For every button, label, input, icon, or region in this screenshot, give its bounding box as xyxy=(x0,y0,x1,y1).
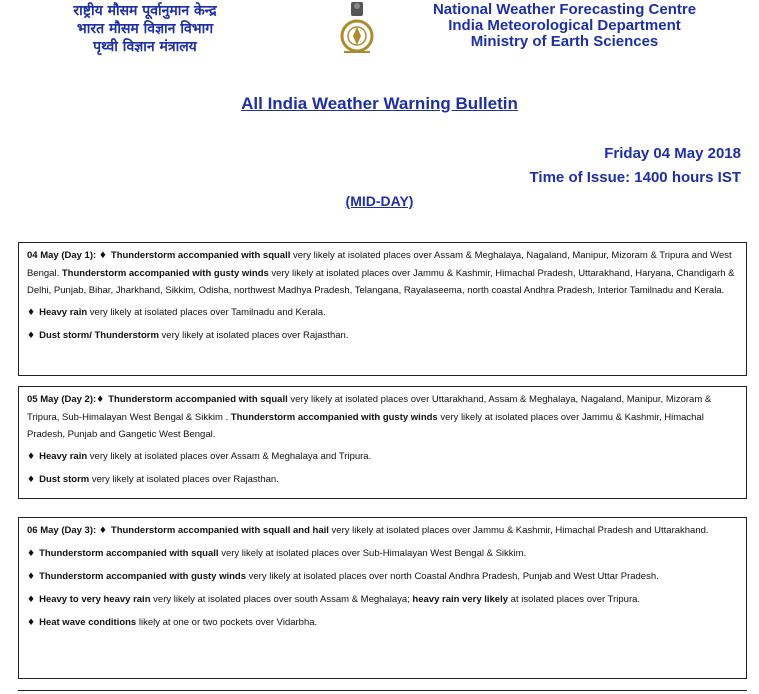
day-2-warning-box xyxy=(18,386,747,499)
imd-emblem-icon xyxy=(332,0,382,58)
warning-phenomenon: Dust storm xyxy=(39,474,90,485)
warning-text: very likely at isolated places over Tamilnadu and Kerala. xyxy=(87,307,326,318)
warning-text: very likely at isolated places over Jammu & Kashmir, Himachal Pradesh and Uttarakhand. xyxy=(328,525,709,536)
next-box-edge xyxy=(18,690,747,691)
warning-phenomenon: Thunderstorm accompanied with gusty winds xyxy=(61,268,269,279)
english-line: India Meteorological Department xyxy=(448,17,681,34)
warning-phenomenon: Thunderstorm accompanied with squall xyxy=(39,548,219,559)
day-label: 04 May (Day 1): xyxy=(27,250,99,261)
bullet-diamond-icon: ♦ xyxy=(27,452,36,462)
warning-paragraph xyxy=(27,448,738,466)
warning-text: very likely at isolated places over Sub-Himalayan West Bengal & Sikkim. xyxy=(218,548,527,559)
warning-text: likely at one or two pockets over Vidarbha. xyxy=(136,617,318,628)
bullet-diamond-icon: ♦ xyxy=(27,331,36,341)
bullet-diamond-icon: ♦ xyxy=(27,308,36,318)
warning-paragraph xyxy=(27,614,738,632)
warning-text: very likely at isolated places over Jammu & Kashmir, Himachal Pradesh, Punjab and Gangetic West Bengal. xyxy=(27,412,704,440)
bullet-diamond-icon: ♦ xyxy=(96,395,105,405)
warning-paragraph xyxy=(27,568,738,586)
bullet-diamond-icon: ♦ xyxy=(27,549,36,559)
warning-paragraph xyxy=(27,304,738,322)
hindi-header xyxy=(40,2,250,56)
bullet-diamond-icon: ♦ xyxy=(98,526,107,536)
warning-phenomenon: Dust storm/ Thunderstorm xyxy=(39,330,159,341)
day-label: 05 May (Day 2): xyxy=(27,394,97,405)
bulletin-title: All India Weather Warning Bulletin xyxy=(241,94,518,113)
time-of-issue: Time of Issue: 1400 hours IST xyxy=(529,169,741,186)
warning-phenomenon: Heavy to very heavy rain xyxy=(39,594,151,605)
warning-text: very likely at isolated places over Assam & Meghalaya and Tripura. xyxy=(87,451,372,462)
warning-phenomenon: Thunderstorm accompanied with squall xyxy=(110,250,291,261)
warning-text: very likely at isolated places over Rajasthan. xyxy=(158,330,349,341)
warning-text: very likely at isolated places over north Coastal Andhra Pradesh, Punjab and West Uttar Pradesh. xyxy=(246,571,659,582)
bullet-diamond-icon: ♦ xyxy=(27,475,36,485)
warning-phenomenon: Thunderstorm accompanied with squall and hail xyxy=(110,525,329,536)
bullet-diamond-icon: ♦ xyxy=(27,618,36,628)
warning-paragraph xyxy=(27,591,738,609)
warning-paragraph xyxy=(27,545,738,563)
warning-text: very likely at isolated places over Uttarakhand, Assam & Meghalaya, Nagaland, Manipur, Mizoram & Tripura, Sub-Himalayan West Bengal & Sikkim . xyxy=(27,394,712,423)
warning-paragraph xyxy=(27,327,738,345)
bullet-diamond-icon: ♦ xyxy=(98,251,107,261)
bullet-diamond-icon: ♦ xyxy=(27,595,36,605)
warning-phenomenon: Thunderstorm accompanied with gusty winds xyxy=(230,412,438,423)
warning-phenomenon: Heavy rain xyxy=(39,451,88,462)
warning-paragraph xyxy=(27,522,738,540)
day-label: 06 May (Day 3): xyxy=(27,525,99,536)
warning-phenomenon: Heavy rain xyxy=(39,307,88,318)
day-1-warning-box xyxy=(18,242,747,376)
day-3-warning-box xyxy=(18,517,747,679)
english-line: National Weather Forecasting Centre xyxy=(432,1,697,18)
bullet-diamond-icon: ♦ xyxy=(27,572,36,582)
hindi-line: पृथ्वी विज्ञान मंत्रालय xyxy=(93,39,197,55)
warning-phenomenon: Thunderstorm accompanied with squall xyxy=(108,394,288,405)
warning-text: very likely at isolated places over Assam & Meghalaya, Nagaland, Manipur, Mizoram & Tripura and West Bengal. xyxy=(27,250,732,279)
warning-phenomenon: Heat wave conditions xyxy=(39,617,137,628)
english-line: Ministry of Earth Sciences xyxy=(470,33,659,50)
english-header xyxy=(392,2,737,50)
warning-paragraph xyxy=(27,247,738,299)
hindi-line: राष्ट्रीय मौसम पूर्वानुमान केन्द्र xyxy=(73,3,217,19)
edition-label: (MID-DAY) xyxy=(345,193,414,209)
warning-text: at isolated places over Tripura. xyxy=(508,594,641,605)
warning-text: very likely at isolated places over Rajasthan. xyxy=(89,474,279,485)
bulletin-date: Friday 04 May 2018 xyxy=(604,145,741,162)
warning-phenomenon: heavy rain very likely xyxy=(412,594,509,605)
warning-paragraph xyxy=(27,471,738,489)
warning-text: very likely at isolated places over south Assam & Meghalaya; xyxy=(150,594,413,605)
warning-phenomenon: Thunderstorm accompanied with gusty winds xyxy=(39,571,246,582)
warning-paragraph xyxy=(27,391,738,443)
hindi-line: भारत मौसम विज्ञान विभाग xyxy=(76,21,214,37)
warning-text: very likely at isolated places over Jammu & Kashmir, Himachal Pradesh, Uttarakhand, Haryana, Chandigarh & Delhi, Punjab, Bihar, Jharkhand, Sikkim, Odisha, northwest Madhya Pradesh, Telangana, Rayalaseema, north coastal Andhra Pradesh, Interior Tamilnadu and Kerala. xyxy=(27,268,735,296)
